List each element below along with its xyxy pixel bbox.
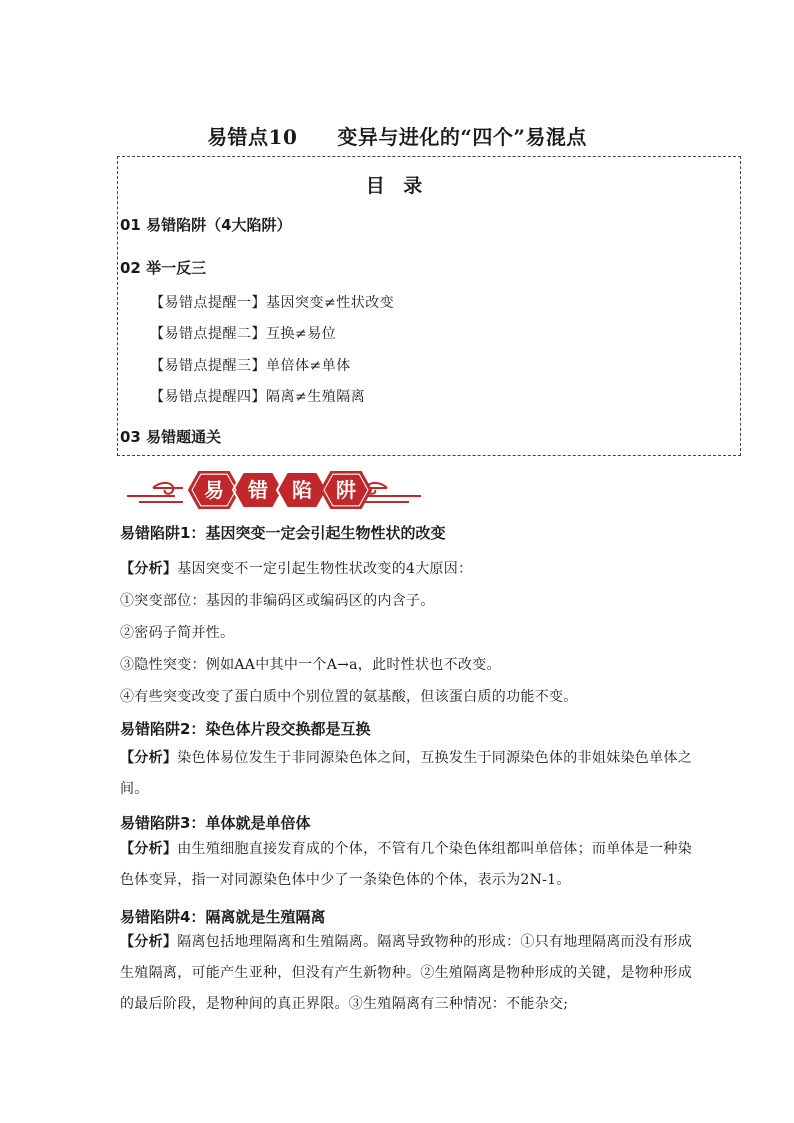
trap-1-point-2: ②密码子简并性。 bbox=[120, 625, 235, 641]
trap-3-analysis bbox=[120, 834, 702, 896]
banner-char-2: 错 bbox=[248, 478, 268, 502]
trap-1-point-1: ①突变部位：基因的非编码区或编码区的内含子。 bbox=[120, 593, 435, 609]
title-text: 变异与进化的“四个”易混点 bbox=[337, 125, 587, 149]
trap-1-heading: 易错陷阱1：基因突变一定会引起生物性状的改变 bbox=[120, 524, 446, 542]
trap-1-point-3: ③隐性突变：例如AA中其中一个A→a，此时性状也不改变。 bbox=[120, 657, 501, 673]
toc-item-3[interactable]: 【易错点提醒三】单倍体≠单体 bbox=[150, 358, 351, 374]
title-code: 易错点10 bbox=[207, 125, 298, 149]
trap-4-tag: 【分析】 bbox=[120, 934, 178, 950]
toc-section-02[interactable]: 02 举一反三 bbox=[120, 259, 207, 277]
banner-char-1: 易 bbox=[204, 478, 224, 502]
trap-1-tag: 【分析】 bbox=[120, 561, 178, 577]
trap-1-lead-text: 基因突变不一定引起生物性状改变的4大原因： bbox=[177, 561, 473, 577]
trap-1-point-4: ④有些突变改变了蛋白质中个别位置的氨基酸，但该蛋白质的功能不变。 bbox=[120, 689, 578, 705]
trap-2-analysis bbox=[120, 743, 702, 805]
banner-char-3: 陷 bbox=[292, 478, 312, 502]
left-ornament-icon bbox=[127, 483, 183, 502]
section-banner bbox=[125, 466, 425, 514]
toc-heading: 目 录 bbox=[365, 175, 429, 197]
trap-3-body: 由生殖细胞直接发育成的个体，不管有几个染色体组都叫单倍体；而单体是一种染色体变异，指一对同源染色体中少了一条染色体的个体，表示为2N-1。 bbox=[120, 841, 693, 888]
toc-section-03[interactable]: 03 易错题通关 bbox=[120, 428, 222, 446]
toc-item-4[interactable]: 【易错点提醒四】隔离≠生殖隔离 bbox=[150, 389, 366, 405]
trap-4-heading: 易错陷阱4：隔离就是生殖隔离 bbox=[120, 908, 326, 926]
trap-4-body: 隔离包括地理隔离和生殖隔离。隔离导致物种的形成：①只有地理隔离而没有形成生殖隔离，可能产生亚种，但没有产生新物种。②生殖隔离是物种形成的关键，是物种形成的最后阶段，是物种间的真正界限。③生殖隔离有三种情况：不能杂交; bbox=[120, 934, 693, 1012]
trap-1-lead bbox=[120, 558, 472, 578]
trap-2-heading: 易错陷阱2：染色体片段交换都是互换 bbox=[120, 720, 371, 738]
toc-item-1[interactable]: 【易错点提醒一】基因突变≠性状改变 bbox=[150, 295, 395, 311]
page-title bbox=[0, 121, 794, 150]
trap-4-analysis bbox=[120, 927, 702, 1020]
toc-item-2[interactable]: 【易错点提醒二】互换≠易位 bbox=[150, 326, 337, 342]
trap-3-tag: 【分析】 bbox=[120, 841, 178, 857]
trap-3-heading: 易错陷阱3：单体就是单倍体 bbox=[120, 814, 311, 832]
trap-2-body: 染色体易位发生于非同源染色体之间，互换发生于同源染色体的非姐妹染色单体之间。 bbox=[120, 750, 693, 797]
toc-section-01[interactable]: 01 易错陷阱（4大陷阱） bbox=[120, 216, 292, 234]
banner-char-4: 阱 bbox=[336, 478, 356, 502]
trap-2-tag: 【分析】 bbox=[120, 750, 178, 766]
